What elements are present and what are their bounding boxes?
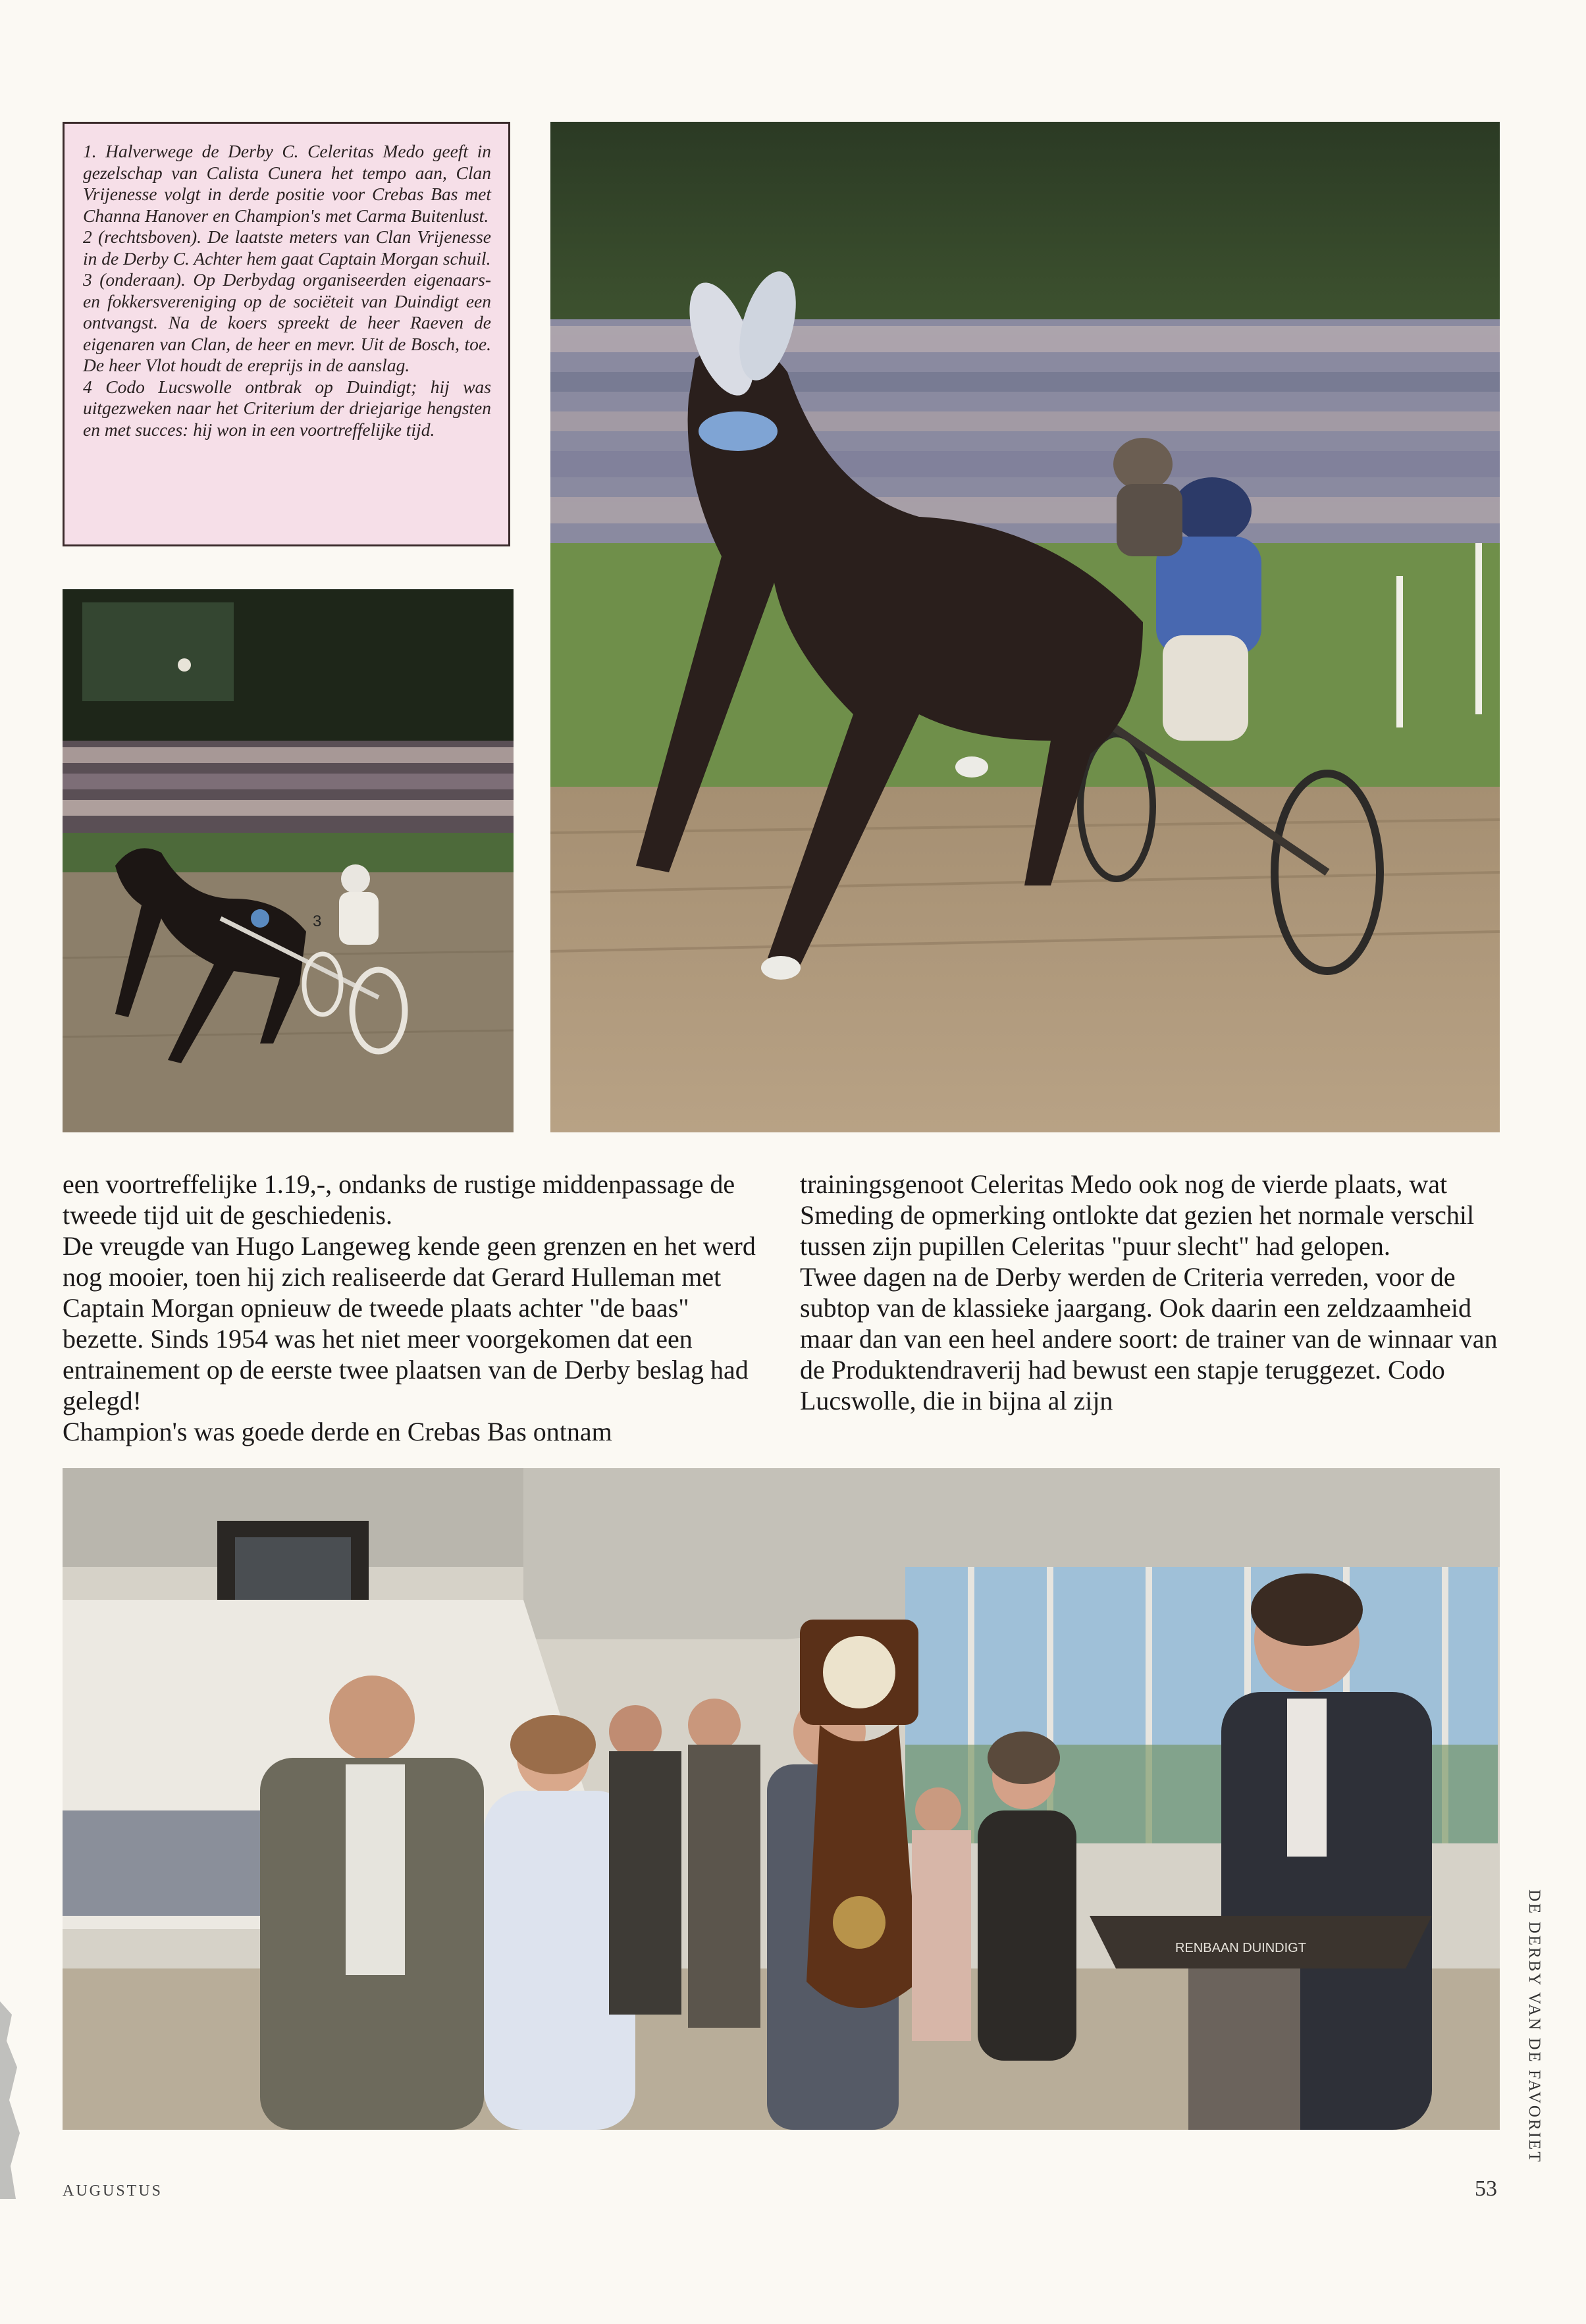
caption-4: 4 Codo Lucswolle ontbrak op Duindigt; hij was uitgezweken naar het Criterium der driejarige hengsten en met succes: hij won in een voortreffelijke tijd. <box>83 376 491 440</box>
photo-caption-box <box>63 122 510 546</box>
col1-para-2: De vreugde van Hugo Langeweg kende geen grenzen en het werd nog mooier, toen hij zich realiseerde dat Gerard Hulleman met Captain Morgan opnieuw de tweede plaats achter "de baas" bezette. Sinds 1954 was het niet meer voorgekomen dat een entrainement op de eerste twee plaatsen van de Derby beslag had gelegd! <box>63 1231 756 1415</box>
body-column-2 <box>800 1169 1500 1416</box>
caption-2: 2 (rechtsboven). De laatste meters van Clan Vrijenesse in de Derby C. Achter hem gaat Captain Morgan schuil. <box>83 226 491 269</box>
lectern-sign: RENBAAN DUINDIGT <box>1175 1941 1306 1955</box>
body-column-1 <box>63 1169 774 1447</box>
photo-reception-trophy <box>63 1468 1500 2130</box>
torn-edge-decoration <box>0 2001 26 2199</box>
col2-para-1: trainingsgenoot Celeritas Medo ook nog de vierde plaats, wat Smeding de opmerking ontlokte dat gezien het normale verschil tussen zijn pupillen Celeritas "puur slecht" had gelopen. <box>800 1169 1475 1261</box>
sulky-number: 3 <box>313 912 322 930</box>
photo-criterium-winner <box>63 589 514 1132</box>
page-number: 53 <box>1475 2177 1497 2201</box>
col1-para-1: een voortreffelijke 1.19,-, ondanks de rustige middenpassage de tweede tijd uit de geschiedenis. <box>63 1169 735 1230</box>
caption-1: 1. Halverwege de Derby C. Celeritas Medo geeft in gezelschap van Calista Cunera het tempo aan, Clan Vrijenesse volgt in derde positie voor Crebas Bas met Channa Hanover en Champion's met Carma Buitenlust. <box>83 141 491 226</box>
col2-para-2: Twee dagen na de Derby werden de Criteria verreden, voor de subtop van de klassieke jaargang. Ook daarin een zeldzaamheid maar dan van een heel andere soort: de trainer van de winnaar van de Produktendraverij had bewust een stapje teruggezet. Codo Lucswolle, die in bijna al zijn <box>800 1262 1498 1415</box>
col1-para-3: Champion's was goede derde en Crebas Bas ontnam <box>63 1417 612 1446</box>
photo-derby-finish <box>550 122 1500 1132</box>
running-head: DE DERBY VAN DE FAVORIET <box>1525 1889 1543 2164</box>
footer-month: AUGUSTUS <box>63 2182 163 2200</box>
caption-3: 3 (onderaan). Op Derbydag organiseerden eigenaars- en fokkersvereniging op de sociëteit van Duindigt een ontvangst. Na de koers spreekt de heer Raeven de eigenaren van Clan, de heer en mevr. Uit de Bosch, toe. De heer Vlot houdt de ereprijs in de aanslag. <box>83 269 491 375</box>
